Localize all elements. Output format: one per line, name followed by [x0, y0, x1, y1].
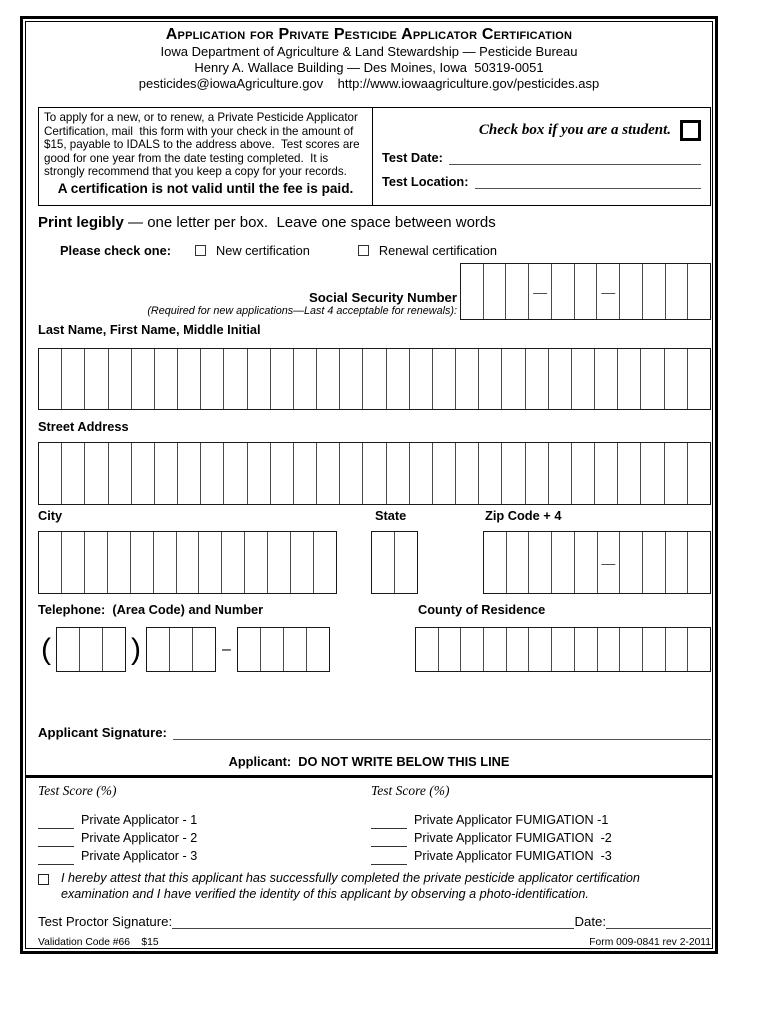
score-input[interactable]	[371, 834, 407, 847]
char-box[interactable]	[84, 349, 107, 409]
char-box[interactable]	[39, 532, 61, 593]
char-box[interactable]	[597, 628, 620, 671]
form-number: Form 009-0841 rev 2-2011	[589, 937, 711, 948]
test-info-cell	[373, 108, 710, 205]
street-label: Street Address	[38, 419, 129, 434]
char-box[interactable]	[642, 532, 665, 593]
zip-label: Zip Code + 4	[485, 508, 562, 523]
char-box[interactable]	[687, 443, 710, 504]
score-input[interactable]	[371, 852, 407, 865]
char-box[interactable]	[313, 532, 336, 593]
score-row	[38, 811, 368, 829]
char-box[interactable]	[525, 443, 548, 504]
new-certification-checkbox[interactable]	[195, 245, 206, 256]
char-box[interactable]	[61, 349, 84, 409]
phone-dash: –	[222, 640, 231, 658]
char-box[interactable]	[594, 443, 617, 504]
char-box[interactable]	[247, 443, 270, 504]
char-box[interactable]	[306, 628, 329, 671]
char-box[interactable]	[687, 628, 710, 671]
renewal-certification-checkbox[interactable]	[358, 245, 369, 256]
char-box[interactable]	[61, 443, 84, 504]
char-box[interactable]	[131, 443, 154, 504]
char-box[interactable]	[290, 532, 313, 593]
char-box[interactable]	[386, 349, 409, 409]
char-box[interactable]	[154, 443, 177, 504]
char-box[interactable]	[200, 349, 223, 409]
char-box[interactable]	[339, 349, 362, 409]
char-box[interactable]	[198, 532, 221, 593]
char-box[interactable]	[664, 443, 687, 504]
char-box[interactable]	[153, 532, 176, 593]
form-border	[20, 16, 718, 954]
char-box[interactable]	[362, 443, 385, 504]
print-legibly-instruction	[38, 214, 496, 231]
char-box[interactable]	[39, 349, 61, 409]
check-one-label: Please check one:	[60, 243, 171, 258]
score-label: Private Applicator FUMIGATION -3	[414, 849, 612, 863]
print-legibly-rest: — one letter per box. Leave one space between words	[123, 214, 496, 231]
zip-boxes	[483, 531, 711, 594]
char-box[interactable]	[394, 532, 417, 593]
ssn-label: Social Security Number	[308, 290, 457, 305]
score-label: Private Applicator - 2	[81, 831, 198, 845]
char-box[interactable]	[551, 264, 574, 319]
char-box[interactable]	[131, 349, 154, 409]
char-box[interactable]	[61, 532, 84, 593]
instructions-text: To apply for a new, or to renew, a Private Pesticide Applicator Certification, mail this form with your check in the amount of $15, payable to IDALS to the address above. Test scores are good for one year from the date testing completed. It is strongly recommend that you keep a copy for your records.	[44, 111, 363, 179]
score-input[interactable]	[371, 816, 407, 829]
char-box[interactable]	[571, 349, 594, 409]
char-box[interactable]	[154, 349, 177, 409]
char-box[interactable]	[416, 628, 438, 671]
char-box[interactable]	[260, 628, 283, 671]
test-location-label: Test Location:	[382, 174, 469, 189]
char-box[interactable]	[640, 349, 663, 409]
dash-separator: —	[528, 264, 551, 319]
char-box[interactable]	[687, 264, 710, 319]
department-line: Iowa Department of Agriculture & Land Stewardship — Pesticide Bureau	[160, 44, 578, 59]
char-box[interactable]	[548, 349, 571, 409]
char-box[interactable]	[574, 264, 597, 319]
char-box[interactable]	[484, 532, 506, 593]
dash-separator: —	[597, 532, 620, 593]
char-box[interactable]	[223, 443, 246, 504]
char-box[interactable]	[200, 443, 223, 504]
char-box[interactable]	[283, 628, 306, 671]
char-box[interactable]	[687, 532, 710, 593]
char-box[interactable]	[665, 628, 688, 671]
char-box[interactable]	[501, 443, 524, 504]
char-box[interactable]	[192, 628, 215, 671]
telephone-boxes	[36, 627, 330, 672]
char-box[interactable]	[316, 443, 339, 504]
test-score-heading-right: Test Score (%)	[371, 783, 450, 798]
char-box[interactable]	[244, 532, 267, 593]
open-paren: (	[41, 633, 51, 666]
date-label: Date:	[574, 914, 606, 929]
applicant-signature-input[interactable]	[173, 726, 711, 740]
char-box[interactable]	[594, 349, 617, 409]
char-box[interactable]	[432, 443, 455, 504]
char-box[interactable]	[130, 532, 153, 593]
char-box[interactable]	[223, 349, 246, 409]
char-box[interactable]	[455, 349, 478, 409]
char-box[interactable]	[177, 443, 200, 504]
char-box[interactable]	[501, 349, 524, 409]
proctor-signature-row	[38, 914, 711, 929]
validation-code: Validation Code #66 $15	[38, 937, 159, 948]
char-box[interactable]	[372, 532, 394, 593]
char-box[interactable]	[176, 532, 199, 593]
student-checkbox-label: Check box if you are a student.	[478, 122, 671, 138]
char-box[interactable]	[84, 443, 107, 504]
area-code-boxes	[56, 627, 126, 672]
char-box[interactable]	[293, 443, 316, 504]
char-box[interactable]	[267, 532, 290, 593]
test-location-row	[382, 174, 701, 189]
attestation-row	[38, 871, 698, 902]
score-column-right	[371, 811, 701, 865]
char-box[interactable]	[617, 443, 640, 504]
char-box[interactable]	[619, 264, 642, 319]
char-box[interactable]	[505, 264, 528, 319]
attestation-checkbox[interactable]	[38, 874, 49, 885]
char-box[interactable]	[409, 349, 432, 409]
char-box[interactable]	[574, 628, 597, 671]
char-box[interactable]	[169, 628, 192, 671]
char-box[interactable]	[57, 628, 79, 671]
form-title: Application for Private Pesticide Applicator Certification	[165, 26, 573, 43]
ssn-section	[38, 263, 711, 320]
score-input[interactable]	[38, 852, 74, 865]
char-box[interactable]	[316, 349, 339, 409]
street-boxes	[38, 442, 711, 505]
char-box[interactable]	[102, 628, 125, 671]
char-box[interactable]	[619, 628, 642, 671]
form-footer	[38, 937, 711, 948]
char-box[interactable]	[177, 349, 200, 409]
student-row	[382, 120, 701, 141]
fee-notice: A certification is not valid until the fee is paid.	[57, 180, 354, 196]
char-box[interactable]	[238, 628, 260, 671]
info-box	[38, 107, 711, 206]
proctor-signature-label: Test Proctor Signature:	[38, 914, 173, 929]
dash-separator: —	[596, 264, 619, 319]
char-box[interactable]	[619, 532, 642, 593]
char-box[interactable]	[362, 349, 385, 409]
name-boxes	[38, 348, 711, 410]
char-box[interactable]	[664, 349, 687, 409]
renewal-certification-label: Renewal certification	[378, 243, 497, 258]
char-box[interactable]	[551, 532, 574, 593]
application-form	[25, 21, 713, 949]
char-box[interactable]	[528, 532, 551, 593]
ssn-labels	[147, 263, 460, 320]
name-label: Last Name, First Name, Middle Initial	[38, 322, 261, 337]
char-box[interactable]	[108, 349, 131, 409]
char-box[interactable]	[107, 532, 130, 593]
section-divider	[26, 775, 712, 778]
char-box[interactable]	[642, 628, 665, 671]
char-box[interactable]	[386, 443, 409, 504]
test-date-label: Test Date:	[382, 150, 443, 165]
city-label: City	[38, 508, 63, 523]
prefix-boxes	[146, 627, 216, 672]
score-label: Private Applicator FUMIGATION -2	[414, 831, 612, 845]
certification-type-row	[60, 243, 497, 258]
score-label: Private Applicator - 1	[81, 813, 198, 827]
date-input[interactable]	[606, 915, 711, 929]
char-box[interactable]	[687, 349, 710, 409]
do-not-write-notice: Applicant: DO NOT WRITE BELOW THIS LINE	[228, 754, 510, 769]
char-box[interactable]	[483, 264, 506, 319]
county-label: County of Residence	[418, 602, 546, 617]
score-row	[371, 829, 701, 847]
char-box[interactable]	[551, 628, 574, 671]
contact-line: pesticides@iowaAgriculture.gov http://www.iowaagriculture.gov/pesticides.asp	[138, 76, 600, 91]
char-box[interactable]	[84, 532, 107, 593]
char-box[interactable]	[293, 349, 316, 409]
char-box[interactable]	[665, 264, 688, 319]
char-box[interactable]	[39, 443, 61, 504]
char-box[interactable]	[270, 349, 293, 409]
char-box[interactable]	[438, 628, 461, 671]
char-box[interactable]	[665, 532, 688, 593]
char-box[interactable]	[79, 628, 102, 671]
score-row	[371, 847, 701, 865]
score-input[interactable]	[38, 816, 74, 829]
telephone-label: Telephone: (Area Code) and Number	[38, 602, 264, 617]
score-label: Private Applicator - 3	[81, 849, 198, 863]
char-box[interactable]	[147, 628, 169, 671]
char-box[interactable]	[640, 443, 663, 504]
ssn-boxes	[460, 263, 711, 320]
char-box[interactable]	[528, 628, 551, 671]
print-legibly-bold: Print legibly	[38, 214, 124, 231]
city-boxes	[38, 531, 337, 594]
student-checkbox[interactable]	[680, 120, 701, 141]
form-header	[26, 26, 712, 92]
char-box[interactable]	[571, 443, 594, 504]
state-boxes	[371, 531, 418, 594]
char-box[interactable]	[642, 264, 665, 319]
char-box[interactable]	[506, 532, 529, 593]
char-box[interactable]	[270, 443, 293, 504]
state-label: State	[375, 508, 407, 523]
char-box[interactable]	[483, 628, 506, 671]
county-boxes	[415, 627, 711, 672]
char-box[interactable]	[478, 349, 501, 409]
line-number-boxes	[237, 627, 330, 672]
close-paren: )	[131, 633, 141, 666]
test-date-row	[382, 150, 701, 165]
char-box[interactable]	[574, 532, 597, 593]
score-column-left	[38, 811, 368, 865]
attestation-text: I hereby attest that this applicant has successfully completed the private pesticide applicator certification examination and I have verified the identity of this applicant by observing a photo-identification.	[61, 871, 644, 901]
test-score-heading-left: Test Score (%)	[38, 783, 117, 798]
applicant-signature-row	[38, 725, 711, 740]
test-date-input[interactable]	[449, 151, 701, 165]
test-location-input[interactable]	[475, 175, 702, 189]
new-certification-label: New certification	[215, 243, 310, 258]
char-box[interactable]	[339, 443, 362, 504]
char-box[interactable]	[409, 443, 432, 504]
score-label: Private Applicator FUMIGATION -1	[414, 813, 609, 827]
applicant-signature-label: Applicant Signature:	[38, 725, 171, 740]
char-box[interactable]	[455, 443, 478, 504]
char-box[interactable]	[432, 349, 455, 409]
char-box[interactable]	[548, 443, 571, 504]
char-box[interactable]	[247, 349, 270, 409]
char-box[interactable]	[461, 264, 483, 319]
char-box[interactable]	[108, 443, 131, 504]
ssn-note: (Required for new applications—Last 4 acceptable for renewals):	[147, 305, 457, 317]
char-box[interactable]	[478, 443, 501, 504]
score-row	[371, 811, 701, 829]
char-box[interactable]	[460, 628, 483, 671]
char-box[interactable]	[617, 349, 640, 409]
char-box[interactable]	[221, 532, 244, 593]
char-box[interactable]	[506, 628, 529, 671]
instructions-cell	[39, 108, 373, 205]
score-row	[38, 847, 368, 865]
proctor-signature-input[interactable]	[172, 915, 574, 929]
char-box[interactable]	[525, 349, 548, 409]
score-input[interactable]	[38, 834, 74, 847]
score-row	[38, 829, 368, 847]
address-line: Henry A. Wallace Building — Des Moines, Iowa 50319-0051	[194, 60, 544, 75]
